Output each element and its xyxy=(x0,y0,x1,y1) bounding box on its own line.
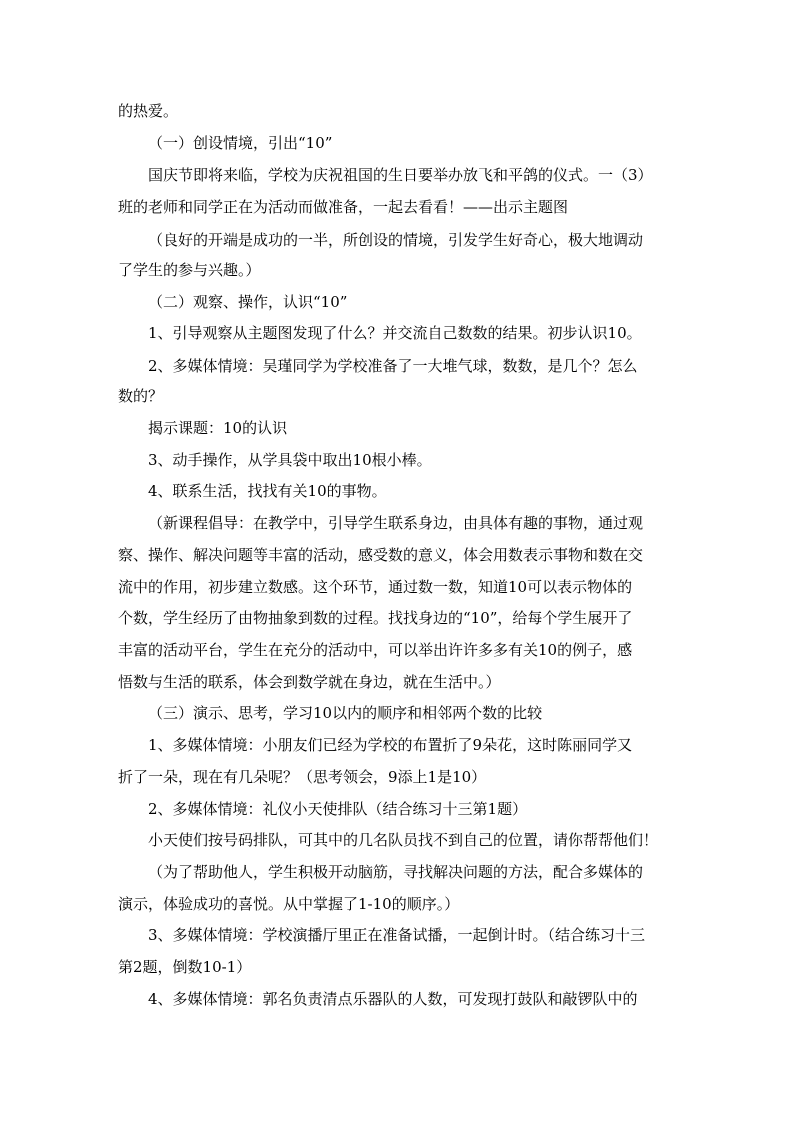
text-line: 1、多媒体情境：小朋友们已经为学校的布置折了9朵花，这时陈丽同学又 xyxy=(148,736,633,754)
text-line: 4、联系生活，找找有关10的事物。 xyxy=(148,482,387,500)
section-heading: （一）创设情境，引出“10” xyxy=(148,134,333,152)
text-line: 折了一朵，现在有几朵呢？（思考领会，9添上1是10） xyxy=(118,768,487,786)
text-line: 丰富的活动平台，学生在充分的活动中，可以举出许许多多有关10的例子，感 xyxy=(118,641,633,659)
section-heading: （三）演示、思考，学习10以内的顺序和相邻两个数的比较 xyxy=(148,704,543,722)
text-line: 了学生的参与兴趣。） xyxy=(118,261,261,279)
text-line: 悟数与生活的联系，体会到数学就在身边，就在生活中。） xyxy=(118,673,501,691)
text-line: 数的？ xyxy=(118,387,164,405)
text-line: 3、动手操作，从学具袋中取出10根小棒。 xyxy=(148,451,432,469)
text-line: 2、多媒体情境：吴瑾同学为学校准备了一大堆气球，数数，是几个？怎么 xyxy=(148,357,638,375)
text-line: 小天使们按号码排队，可其中的几名队员找不到自己的位置，请你帮帮他们！ xyxy=(148,831,659,849)
section-heading: （二）观察、操作，认识“10” xyxy=(148,293,348,311)
text-line: （为了帮助他人，学生积极开动脑筋，寻找解决问题的方法，配合多媒体的 xyxy=(148,863,644,881)
text-line: 1、引导观察从主题图发现了什么？并交流自己数数的结果。初步认识10。 xyxy=(148,324,642,342)
text-line: 揭示课题：10的认识 xyxy=(148,419,288,437)
text-line: 流中的作用，初步建立数感。这个环节，通过数一数，知道10可以表示物体的 xyxy=(118,578,633,596)
text-line: 班的老师和同学正在为活动而做准备，一起去看看！——出示主题图 xyxy=(118,198,569,216)
text-line: 4、多媒体情境：郭名负责清点乐器队的人数，可发现打鼓队和敲锣队中的 xyxy=(148,990,638,1008)
text-line: 第2题，倒数10-1） xyxy=(118,958,252,976)
text-line: 演示，体验成功的喜悦。从中掌握了1-10的顺序。） xyxy=(118,895,460,913)
text-line: 的热爱。 xyxy=(118,102,179,120)
text-line: 3、多媒体情境：学校演播厅里正在准备试播，一起倒计时。（结合练习十三 xyxy=(148,926,646,944)
text-line: 个数，学生经历了由物抽象到数的过程。找找身边的“10”，给每个学生展开了 xyxy=(118,609,633,627)
text-line: 国庆节即将来临，学校为庆祝祖国的生日要举办放飞和平鸽的仪式。一（3） xyxy=(148,166,653,184)
text-line: （新课程倡导：在教学中，引导学生联系身边，由具体有趣的事物，通过观 xyxy=(148,514,644,532)
text-line: 2、多媒体情境：礼仪小天使排队（结合练习十三第1题） xyxy=(148,800,528,818)
text-line: 察、操作、解决问题等丰富的活动，感受数的意义，体会用数表示事物和数在交 xyxy=(118,546,644,564)
text-line: （良好的开端是成功的一半，所创设的情境，引发学生好奇心，极大地调动 xyxy=(148,231,644,249)
